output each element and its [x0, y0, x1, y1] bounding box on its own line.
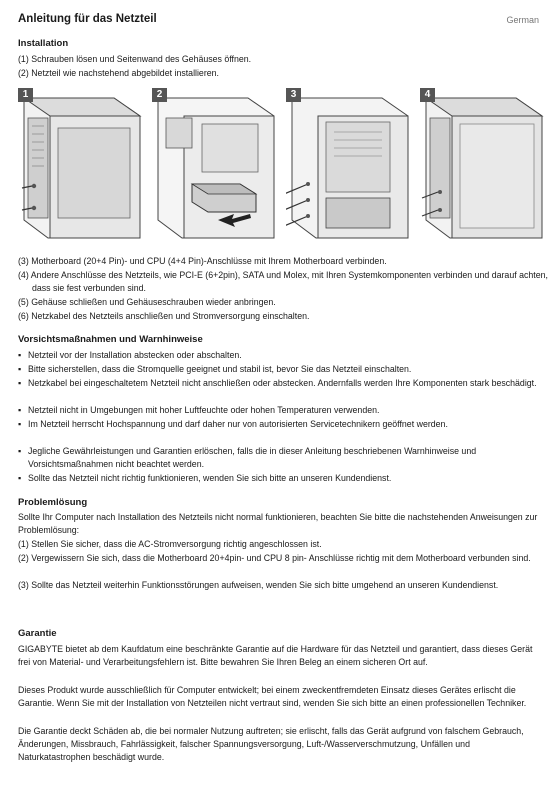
- figure-number-3: 3: [286, 88, 301, 102]
- pc-case-illustration: [18, 88, 146, 244]
- precaution-item: ▪ Im Netzteil herrscht Hochspannung und darf daher nur von autorisierten Servicetechnikern geöffnet werden.: [18, 418, 552, 431]
- installation-step-3: (3) Motherboard (20+4 Pin)- und CPU (4+4 Pin)-Anschlüsse mit Ihrem Motherboard verbinden.: [18, 256, 387, 266]
- language-label: German: [506, 15, 539, 25]
- installation-heading: Installation: [18, 38, 69, 49]
- figure-number-1: 1: [18, 88, 33, 102]
- precautions-heading: Vorsichtsmaßnahmen und Warnhinweise: [18, 334, 203, 345]
- warranty-paragraph-3: Die Garantie deckt Schäden ab, die bei normaler Nutzung auftreten; sie erlischt, falls das Gerät aufgrund von falschem Gebrauch, Änderungen, Missbrauch, Fahrlässigkeit, falscher Spannungsversorgung, Luft-/Wasserverschmutzung, Unfällen und Naturkatastrophen beschädigt wurde.: [18, 726, 524, 762]
- precaution-item: ▪ Sollte das Netzteil nicht richtig funktionieren, wenden Sie sich bitte an unseren Kundendienst.: [18, 472, 552, 485]
- installation-step-6: (6) Netzkabel des Netzteils anschließen und Stromversorgung einschalten.: [18, 311, 310, 321]
- figure-number-4: 4: [420, 88, 435, 102]
- warranty-paragraph-2: Dieses Produkt wurde ausschließlich für Computer entwickelt; bei einem zweckentfremdeten Einsatz dieses Gerätes erlischt die Garantie. Wenn Sie mit der Installation von Netzteilen nicht vertraut sind, wenden Sie sich bitte an einen professionellen Techniker.: [18, 685, 527, 708]
- pc-case-illustration: [152, 88, 280, 244]
- precaution-item: ▪ Bitte sicherstellen, dass die Stromquelle geeignet und stabil ist, bevor Sie das Netzteil einschalten.: [18, 363, 552, 376]
- warranty-heading: Garantie: [18, 628, 57, 639]
- troubleshooting-step-1: (1) Stellen Sie sicher, dass die AC-Stromversorgung richtig angeschlossen ist.: [18, 539, 322, 549]
- pc-case-illustration: [286, 88, 414, 244]
- warranty-paragraph-1: GIGABYTE bietet ab dem Kaufdatum eine beschränkte Garantie auf die Hardware für das Netzteil und garantiert, dass dieses Gerät frei von Material- und Verarbeitungsfehlern ist. Bitte bewahren Sie Ihren Beleg an einem sicheren Ort auf.: [18, 644, 533, 667]
- troubleshooting-intro: Sollte Ihr Computer nach Installation des Netzteils nicht normal funktionieren, beachten Sie bitte die nachstehenden Anweisungen zur Problemlösung:: [18, 512, 538, 535]
- precaution-item: ▪ Netzteil nicht in Umgebungen mit hoher Luftfeuchte oder hohen Temperaturen verwenden.: [18, 404, 552, 417]
- installation-figure-4: [420, 88, 548, 244]
- installation-step-5: (5) Gehäuse schließen und Gehäuseschrauben wieder anbringen.: [18, 297, 276, 307]
- installation-step-1: (1) Schrauben lösen und Seitenwand des Gehäuses öffnen.: [18, 54, 252, 64]
- installation-figure-3: [286, 88, 414, 244]
- precaution-item: ▪ Jegliche Gewährleistungen und Garantien erlöschen, falls die in dieser Anleitung beschriebenen Warnhinweise und Vorsichtsmaßnahmen nicht beachtet werden.: [18, 445, 552, 471]
- troubleshooting-heading: Problemlösung: [18, 497, 88, 508]
- precaution-item: ▪ Netzkabel bei eingeschaltetem Netzteil nicht anschließen oder abstecken. Andernfalls werden Ihre Komponenten stark beschädigt.: [18, 377, 552, 390]
- page-title: Anleitung für das Netzteil: [18, 13, 157, 25]
- troubleshooting-step-3: (3) Sollte das Netzteil weiterhin Funktionsstörungen aufweisen, wenden Sie sich bitte umgehend an unseren Kundendienst.: [18, 580, 499, 590]
- precaution-item: ▪ Netzteil vor der Installation abstecken oder abschalten.: [18, 349, 552, 362]
- figure-number-2: 2: [152, 88, 167, 102]
- pc-case-illustration: [420, 88, 548, 244]
- installation-figure-1: [18, 88, 146, 244]
- installation-step-2: (2) Netzteil wie nachstehend abgebildet installieren.: [18, 68, 219, 78]
- installation-figure-2: [152, 88, 280, 244]
- installation-step-4: (4) Andere Anschlüsse des Netzteils, wie PCI-E (6+2pin), SATA und Molex, mit Ihren Systemkomponenten verbinden und darauf achten, dass sie fest verbunden sind.: [18, 270, 548, 293]
- troubleshooting-step-2: (2) Vergewissern Sie sich, dass die Motherboard 20+4pin- und CPU 8 pin- Anschlüsse richtig mit dem Motherboard verbunden sind.: [18, 553, 531, 563]
